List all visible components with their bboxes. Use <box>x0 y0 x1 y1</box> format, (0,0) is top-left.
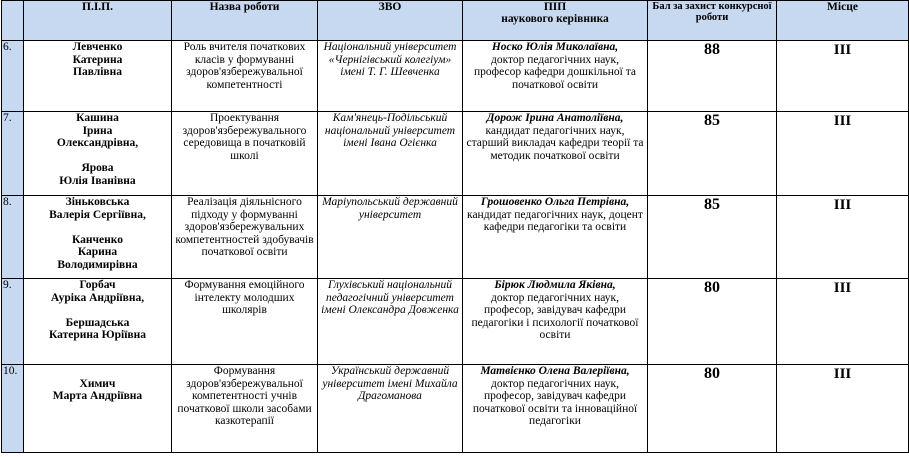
university-name: Національний університет «Чернігівський колегіум» імені Т. Г. Шевченка <box>318 41 463 112</box>
participant-name-line: Кашина <box>76 112 119 124</box>
header-university: ЗВО <box>318 1 463 41</box>
header-num <box>2 1 24 41</box>
supervisor-name: Бірюк Людмила Яківна, <box>494 279 616 291</box>
participant-names <box>24 112 172 196</box>
university-name: Маріупольський державний університет <box>318 196 463 279</box>
participant-name-line: Володимирівна <box>57 258 138 271</box>
place-value: ІІІ <box>777 112 909 196</box>
supervisor <box>463 365 648 453</box>
university-name: Кам'янець-Подільський національний університет імені Івана Огієнка <box>318 112 463 196</box>
place-value: ІІІ <box>777 365 909 453</box>
row-number: 6. <box>2 41 24 112</box>
name-spacer <box>27 221 168 234</box>
results-table <box>1 0 909 453</box>
row-number: 9. <box>2 279 24 365</box>
table-row <box>2 365 909 453</box>
supervisor <box>463 279 648 365</box>
row-number: 7. <box>2 112 24 196</box>
score-value: 85 <box>648 196 777 279</box>
work-title: Формування емоційного інтелекту молодших школярів <box>172 279 318 365</box>
score-value: 88 <box>648 41 777 112</box>
supervisor-title: кандидат педагогічних наук, старший викладач кафедри теорії та методик початкової освіти <box>466 124 644 162</box>
participant-names <box>24 41 172 112</box>
score-value: 80 <box>648 279 777 365</box>
table-row <box>2 112 909 196</box>
header-name: П.І.П. <box>24 1 172 41</box>
work-title: Проектування здоров'язбережувального середовища в початковій школі <box>172 112 318 196</box>
header-supervisor-line2: наукового керівника <box>501 12 609 25</box>
name-spacer <box>27 304 168 317</box>
supervisor-name: Матвієнко Олена Валеріївна, <box>480 365 630 377</box>
row-number: 10. <box>2 365 24 453</box>
place-value: ІІІ <box>777 196 909 279</box>
table-row <box>2 279 909 365</box>
participant-name-line: Карина <box>77 246 118 258</box>
header-supervisor-line1: ПІП <box>543 1 567 13</box>
supervisor-title: кандидат педагогічних наук, доцент кафедри педагогіки та освіти <box>467 208 643 233</box>
participant-name-line: Катерина Юріївна <box>49 329 146 341</box>
participant-name-line: Юлія Іванівна <box>59 174 136 187</box>
header-score: Бал за захист конкурсної роботи <box>648 1 777 41</box>
participant-name-line: Канченко <box>71 233 123 246</box>
header-place: Місце <box>777 1 909 41</box>
table-header-row <box>2 1 909 41</box>
participant-names <box>24 196 172 279</box>
table-row <box>2 41 909 112</box>
university-name: Глухівський національний педагогічний університет імені Олександра Довженка <box>318 279 463 365</box>
participant-name-line: Ірина <box>82 124 113 137</box>
header-supervisor <box>463 1 648 41</box>
supervisor-title: доктор педагогічних наук, професор, завідувач кафедри педагогіки і психології початкової освіти <box>471 291 639 341</box>
place-value: ІІІ <box>777 41 909 112</box>
participant-names <box>24 279 172 365</box>
participant-name-line: Бершадська <box>65 316 130 329</box>
participant-names <box>24 365 172 453</box>
participant-name-line: Олександрівна, <box>56 137 139 149</box>
university-name: Український державний університет імені Михайла Драгоманова <box>318 365 463 453</box>
participant-name-line: Ауріка Андріївна, <box>50 291 145 304</box>
supervisor-title: доктор педагогічних наук, професор кафедри дошкільної та початкової освіти <box>474 53 636 91</box>
supervisor <box>463 196 648 279</box>
header-work: Назва роботи <box>172 1 318 41</box>
participant-name-line: Марта Андріївна <box>52 390 143 402</box>
work-title: Реалізація діяльнісного підходу у формуванні здоров'язбережувальних компетентностей здобувачів початкової освіти <box>172 196 318 279</box>
participant-name-line: Левченко <box>72 41 123 53</box>
row-number: 8. <box>2 196 24 279</box>
participant-name-line: Зіньковська <box>65 196 130 208</box>
score-value: 80 <box>648 365 777 453</box>
participant-name-line: Катерина <box>72 53 123 66</box>
supervisor <box>463 41 648 112</box>
work-title: Роль вчителя початкових класів у формуванні здоров'язбережувальної компетентності <box>172 41 318 112</box>
name-spacer <box>27 150 168 163</box>
table-row <box>2 196 909 279</box>
name-spacer <box>27 365 168 378</box>
participant-name-line: Химич <box>79 377 116 390</box>
supervisor-name: Дорож Ірина Анатоліївна, <box>486 112 624 124</box>
supervisor-title: доктор педагогічних наук, професор, завідувач кафедри початкової освіти та інноваційної педагогіки <box>472 377 638 427</box>
supervisor-name: Грошовенко Ольга Петрівна, <box>480 196 630 208</box>
participant-name-line: Ярова <box>81 162 114 174</box>
participant-name-line: Валерія Сергіївна, <box>49 208 146 221</box>
work-title: Формування здоров'язбережувальної компетентності учнів початкової школи засобами казкотерапії <box>172 365 318 453</box>
score-value: 85 <box>648 112 777 196</box>
supervisor-name: Носко Юлія Миколаївна, <box>491 41 619 53</box>
table-body <box>2 41 909 453</box>
participant-name-line: Павлівна <box>73 66 122 78</box>
supervisor <box>463 112 648 196</box>
participant-name-line: Горбач <box>79 279 116 291</box>
place-value: ІІІ <box>777 279 909 365</box>
